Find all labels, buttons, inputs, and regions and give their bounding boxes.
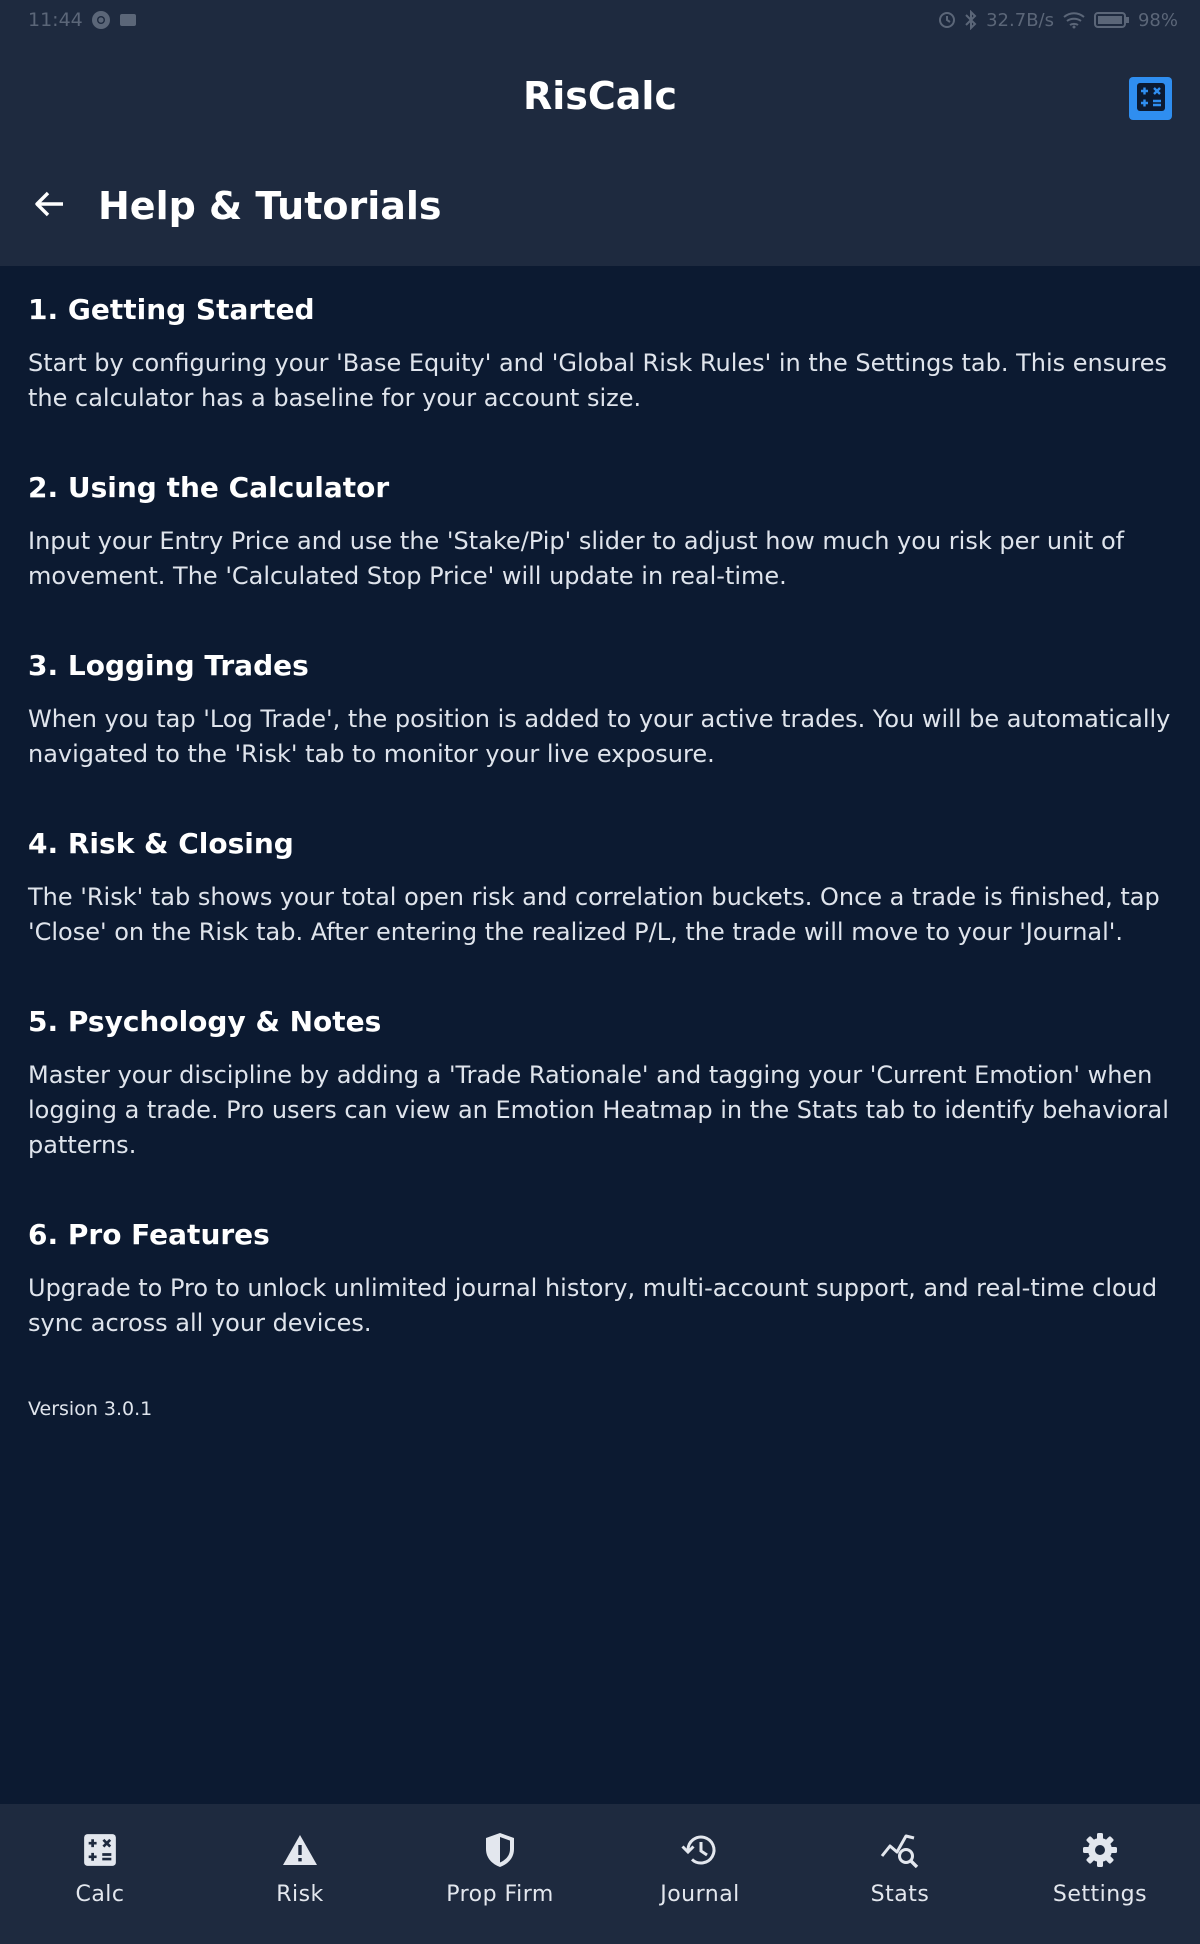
section-body: The 'Risk' tab shows your total open risk and correlation buckets. Once a trade is finished, tap 'Close' on the Risk tab. After entering the realized P/L, the trade will move to your 'Journal'. [28,883,1160,946]
nav-item-settings[interactable] [1000,1804,1200,1944]
nav-item-calc[interactable] [0,1804,200,1944]
section-psychology-notes [28,1004,1178,1163]
status-left [28,9,137,31]
status-bar [0,0,1200,40]
battery-icon [1094,11,1130,29]
network-speed: 32.7B/s [986,9,1054,31]
status-right [938,10,1178,31]
warning-icon [280,1830,320,1870]
nav-label: Prop Firm [446,1882,554,1907]
shield-icon [480,1830,520,1870]
section-title: 1. Getting Started [28,293,315,326]
section-body: When you tap 'Log Trade', the position is added to your active trades. You will be automatically navigated to the 'Risk' tab to monitor your live exposure. [28,705,1171,768]
section-body: Start by configuring your 'Base Equity' and 'Global Risk Rules' in the Settings tab. This ensures the calculator has a baseline for your account size. [28,349,1168,412]
section-title: 6. Pro Features [28,1218,270,1251]
arrow-left-icon [33,187,67,225]
chrome-icon [91,10,111,30]
app-title: RisCalc [523,74,677,118]
alarm-icon [938,11,956,29]
section-logging-trades [28,648,1178,772]
section-title: 5. Psychology & Notes [28,1005,382,1038]
nav-item-risk[interactable] [200,1804,400,1944]
section-body: Input your Entry Price and use the 'Stake/Pip' slider to adjust how much you risk per unit of movement. The 'Calculated Stop Price' will update in real-time. [28,527,1125,590]
nav-label: Risk [276,1882,324,1907]
back-button[interactable] [26,182,74,230]
bluetooth-icon [964,10,978,30]
nav-label: Calc [75,1882,125,1907]
page-title: Help & Tutorials [98,184,442,228]
help-content [28,292,1178,1395]
calculator-icon [1136,82,1166,116]
bottom-nav [0,1804,1200,1944]
stats-search-icon [880,1830,920,1870]
nav-item-prop-firm[interactable] [400,1804,600,1944]
message-icon [119,12,137,28]
gear-icon [1080,1830,1120,1870]
wifi-icon [1062,11,1086,29]
nav-label: Journal [660,1882,740,1907]
section-body: Upgrade to Pro to unlock unlimited journal history, multi-account support, and real-time cloud sync across all your devices. [28,1274,1158,1337]
section-risk-closing [28,826,1178,950]
battery-percent: 98% [1137,9,1178,31]
nav-item-journal[interactable] [600,1804,800,1944]
page-header [0,154,1200,266]
section-title: 3. Logging Trades [28,649,309,682]
nav-label: Settings [1052,1882,1148,1907]
calculator-icon [80,1830,120,1870]
calculator-badge[interactable] [1129,77,1172,120]
section-pro-features [28,1217,1178,1341]
section-title: 2. Using the Calculator [28,471,390,504]
history-icon [680,1830,720,1870]
nav-item-stats[interactable] [800,1804,1000,1944]
version-label: Version 3.0.1 [28,1398,153,1420]
section-getting-started [28,292,1178,416]
status-time: 11:44 [28,9,83,31]
section-body: Master your discipline by adding a 'Trade Rationale' and tagging your 'Current Emotion' when logging a trade. Pro users can view an Emotion Heatmap in the Stats tab to identify behavioral patterns. [28,1061,1169,1159]
section-using-calculator [28,470,1178,594]
section-title: 4. Risk & Closing [28,827,294,860]
nav-label: Stats [870,1882,930,1907]
